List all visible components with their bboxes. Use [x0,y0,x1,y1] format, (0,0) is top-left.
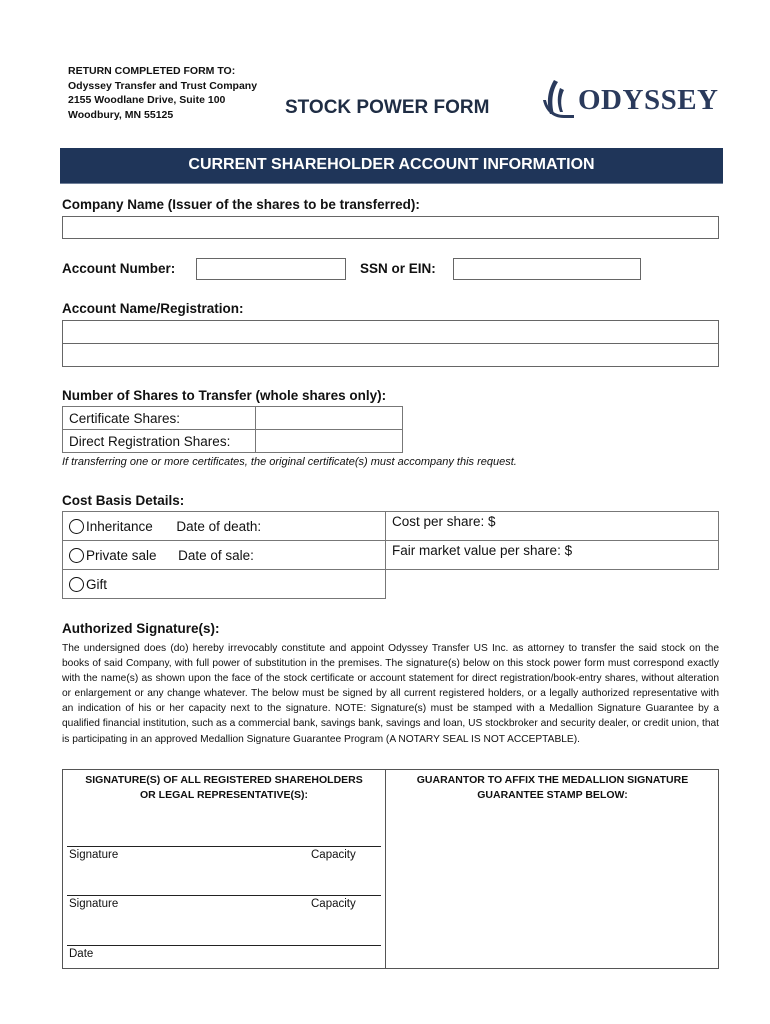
signature-box [62,769,719,969]
fair-market-cell[interactable] [386,541,719,570]
account-name-field-1[interactable] [62,320,719,344]
private-sale-cell [63,541,386,570]
shareholder-header-line-2: OR LEGAL REPRESENTATIVE(S): [139,789,308,801]
company-name-field[interactable] [62,216,719,239]
cost-basis-label: Cost Basis Details: [62,493,185,508]
account-name-label: Account Name/Registration: [62,301,244,316]
shares-table [62,406,403,453]
shares-label: Number of Shares to Transfer (whole shares only): [62,388,387,403]
guarantor-header [386,773,719,803]
inheritance-cell [63,512,386,541]
shareholder-signature-header [63,773,385,803]
inheritance-label: Inheritance [86,518,153,534]
private-sale-radio[interactable] [69,548,84,563]
cost-per-share-cell[interactable] [386,512,719,541]
signature-line-1[interactable] [67,846,381,847]
medallion-stamp-area[interactable] [386,810,718,968]
direct-registration-field[interactable] [256,430,403,453]
fair-market-label: Fair market value per share: $ [392,543,573,558]
banner-title: CURRENT SHAREHOLDER ACCOUNT INFORMATION [188,156,595,173]
authorized-signature-label: Authorized Signature(s): [62,621,220,636]
date-of-death-label: Date of death: [176,518,262,534]
account-number-field[interactable] [196,258,346,280]
certificate-shares-field[interactable] [256,407,403,430]
shareholder-header-line-1: SIGNATURE(S) OF ALL REGISTERED SHAREHOLDERS [85,774,363,786]
odyssey-logo [540,78,719,122]
account-name-field-2[interactable] [62,343,719,367]
date-of-sale-label: Date of sale: [178,547,254,563]
signature-label-1: Signature [69,849,119,861]
empty-cell [386,570,719,599]
authorization-paragraph: The undersigned does (do) hereby irrevocably constitute and appoint Odyssey Transfer US Inc. as attorney to transfer the said stock on the books of said Company, with full power of substitution in the premises. The signature(s) below on this stock power form must correspond exactly with the name(s) as shown upon the face of the stock certificate or account statement for direct registration/book-entry shares, without alteration or enlargement or any change whatever. The below must be signed by all current registered holders, or a legally authorized representative with an indication of his or her capacity next to the signature. NOTE: Signature(s) must be stamped with a Medallion Signature Guarantee by a qualified financial institution, such as a commercial bank, savings bank, savings and loan, US stockbroker and security dealer, or credit union, that is participating in an approved Medallion Signature Guarantee Program (A NOTARY SEAL IS NOT ACCEPTABLE). [62,643,719,745]
date-line[interactable] [67,945,381,946]
section-banner [60,148,723,184]
gift-radio[interactable] [69,577,84,592]
signature-line-2[interactable] [67,895,381,896]
private-sale-label: Private sale [86,547,157,563]
capacity-label-2: Capacity [311,898,356,910]
ssn-label: SSN or EIN: [360,261,436,276]
form-title: STOCK POWER FORM [285,97,490,118]
capacity-label-1: Capacity [311,849,356,861]
logo-wordmark: ODYSSEY [578,84,719,116]
certificate-note: If transferring one or more certificates, the original certificate(s) must accompany this request. [62,456,517,468]
ssn-field[interactable] [453,258,641,280]
guarantor-header-line-1: GUARANTOR TO AFFIX THE MEDALLION SIGNATURE [416,774,689,786]
wave-logo-icon [540,78,578,122]
return-line-1: RETURN COMPLETED FORM TO: [68,65,236,77]
direct-registration-label: Direct Registration Shares: [63,430,256,453]
cost-per-share-label: Cost per share: $ [392,514,496,529]
inheritance-radio[interactable] [69,519,84,534]
return-line-4: Woodbury, MN 55125 [68,108,174,121]
certificate-shares-label: Certificate Shares: [63,407,256,430]
gift-cell [63,570,386,599]
return-address [68,64,257,122]
gift-label: Gift [86,576,108,592]
return-line-3: 2155 Woodlane Drive, Suite 100 [68,94,226,106]
cost-basis-table [62,511,719,599]
return-line-2: Odyssey Transfer and Trust Company [68,79,258,92]
date-label: Date [69,948,94,960]
account-number-label: Account Number: [62,261,176,276]
signature-label-2: Signature [69,898,119,910]
guarantor-header-line-2: GUARANTEE STAMP BELOW: [477,789,628,801]
company-name-label: Company Name (Issuer of the shares to be transferred): [62,197,420,212]
